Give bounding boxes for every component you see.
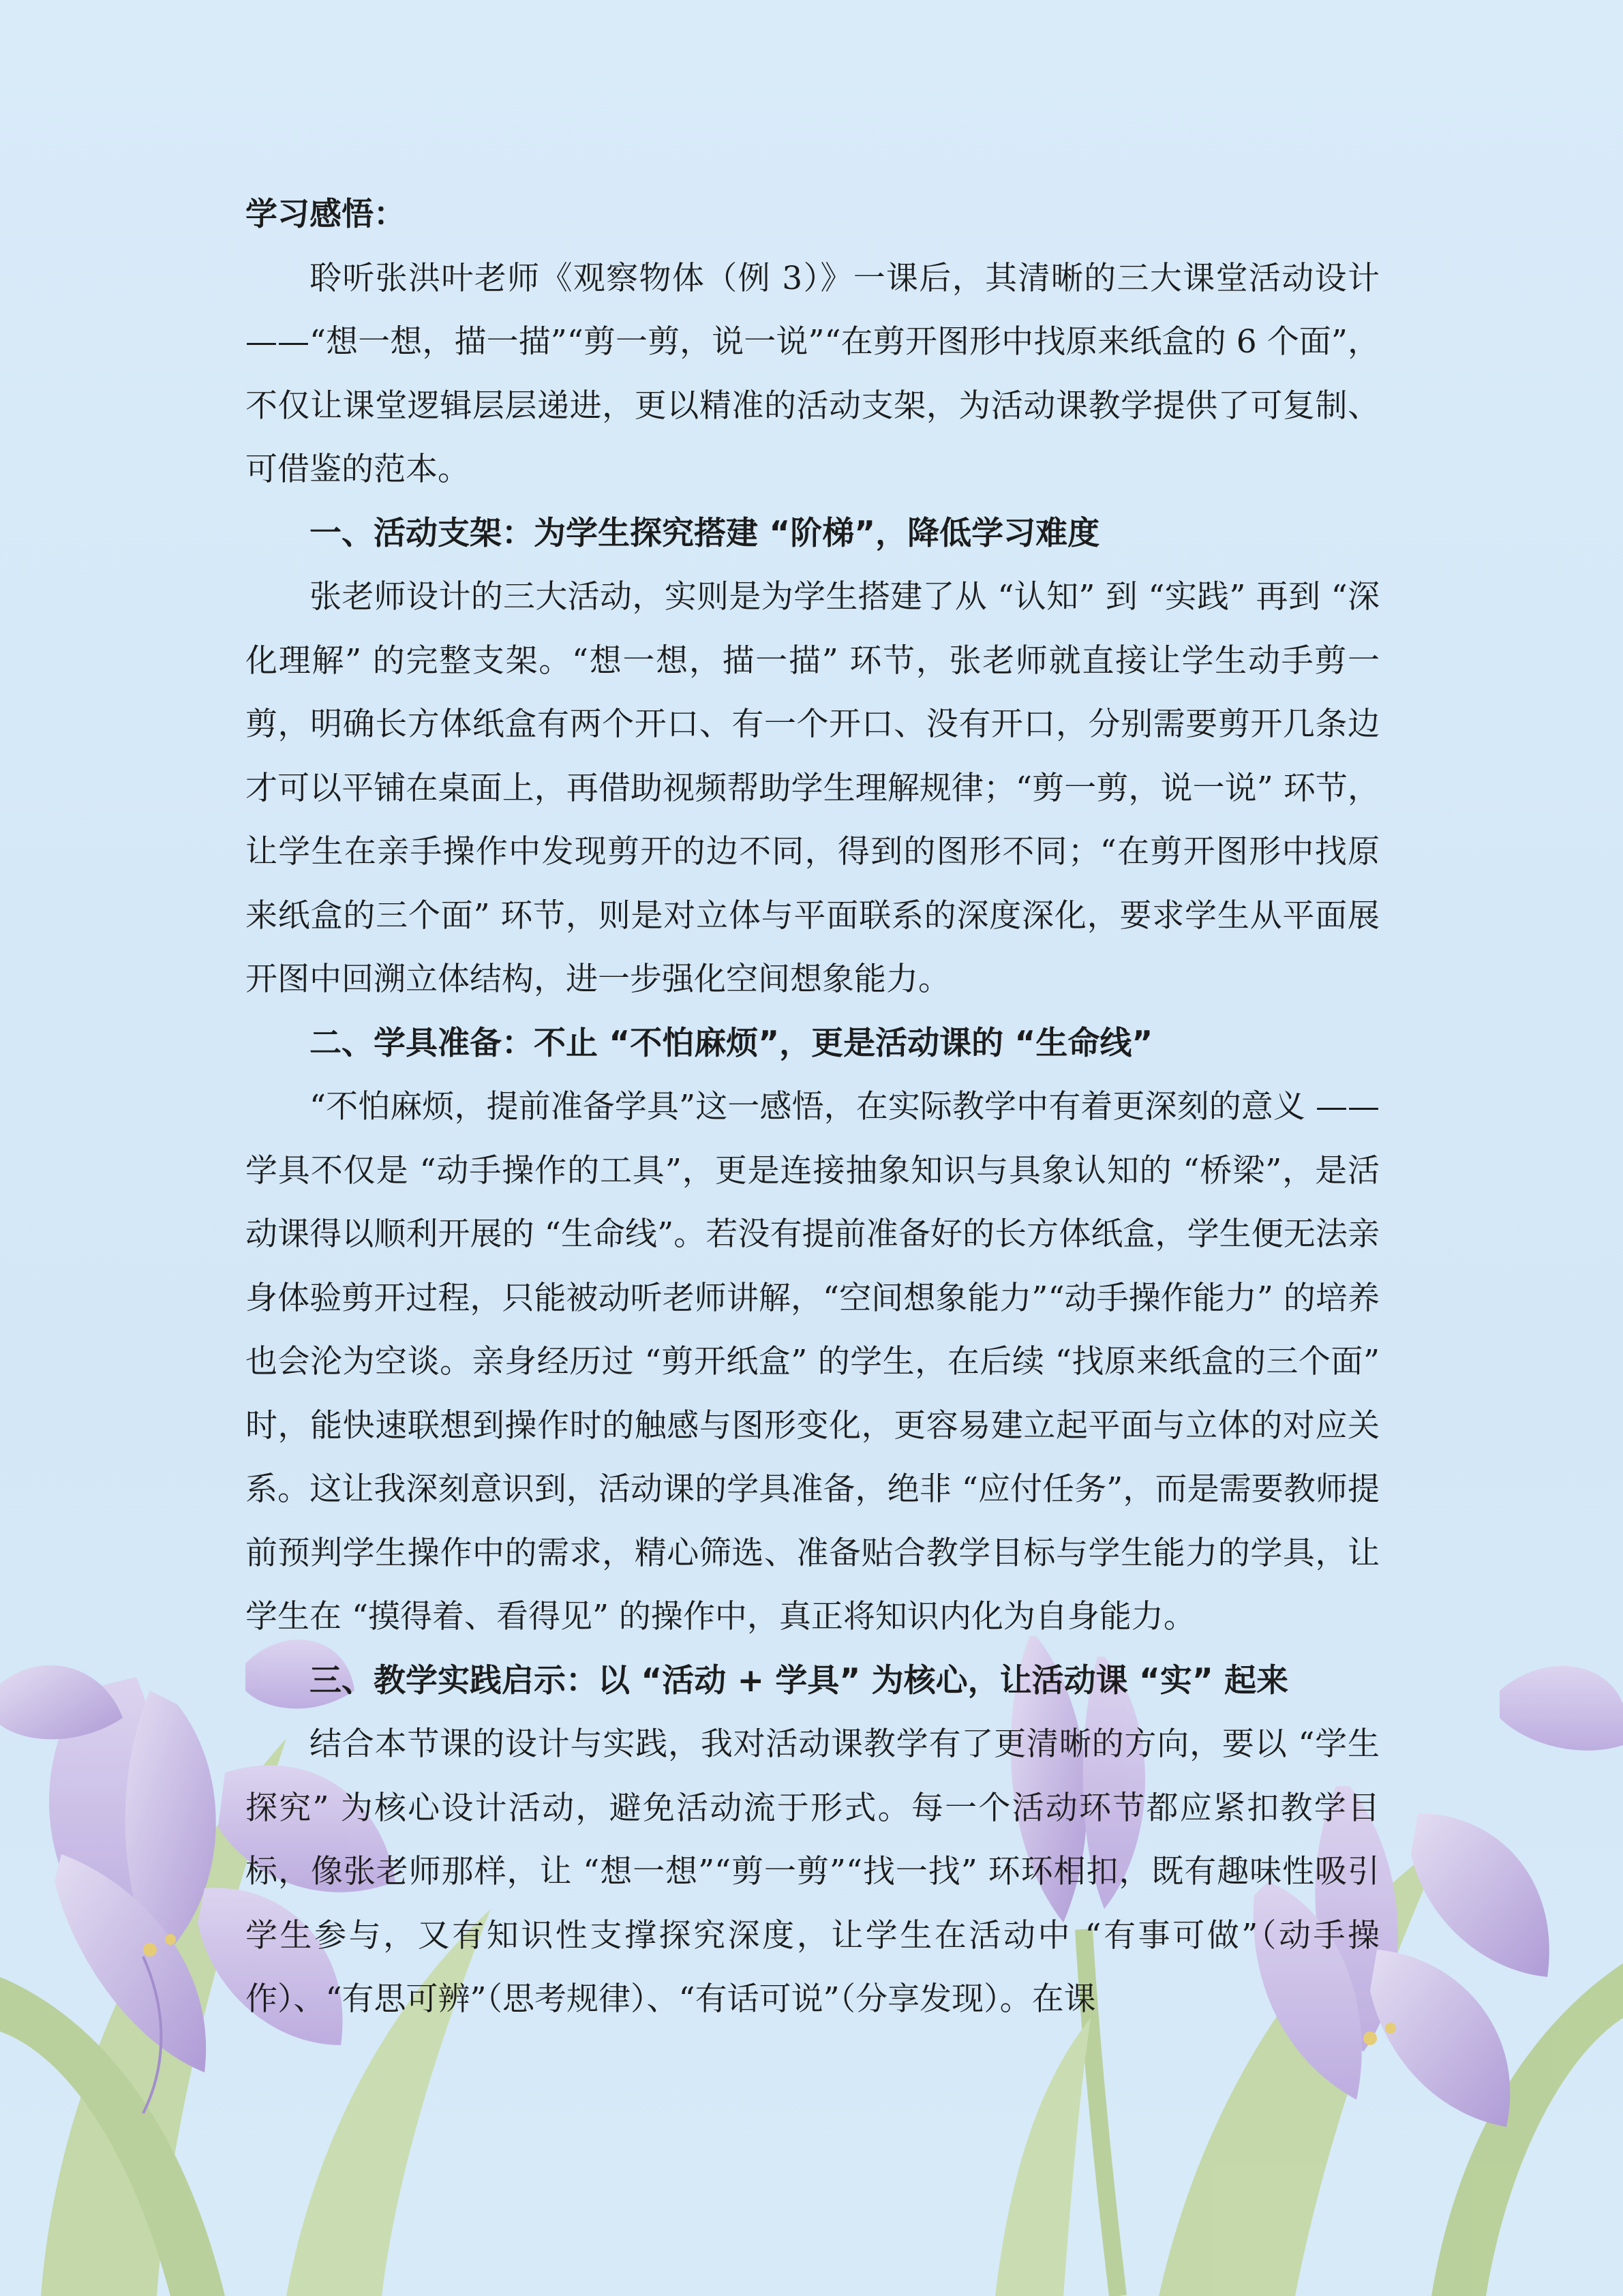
section-2-paragraph: “不怕麻烦，提前准备学具”这一感悟，在实际教学中有着更深刻的意义 —— 学具不仅是 “动手操作的工具”，更是连接抽象知识与具象认知的 “桥梁”，是活动课得以顺利开展的 “生命线”。若没有提前准备好的长方体纸盒，学生便无法亲身体验剪开过程，只能被动听老师讲解，“空间想象能力”“动手操作能力” 的培养也会沦为空谈。亲身经历过 “剪开纸盒” 的学生，在后续 “找原来纸盒的三个面” 时，能快速联想到操作时的触感与图形变化，更容易建立起平面与立体的对应关系。这让我深刻意识到，活动课的学具准备，绝非 “应付任务”，而是需要教师提前预判学生操作中的需求，精心筛选、准备贴合教学目标与学生能力的学具，让学生在 “摸得着、看得见” 的操作中，真正将知识内化为自身能力。 [245,1088,1380,1635]
section-3-heading: 三、教学实践启示：以 “活动 + 学具” 为核心，让活动课 “实” 起来 [309,1661,1289,1700]
section-2-heading: 二、学具准备：不止 “不怕麻烦”，更是活动课的 “生命线” [309,1024,1153,1062]
intro-paragraph: 聆听张洪叶老师《观察物体（例 3）》一课后，其清晰的三大课堂活动设计——“想一想，描一描”“剪一剪，说一说”“在剪开图形中找原来纸盒的 6 个面”，不仅让课堂逻辑层层递进，更以精准的活动支架，为活动课教学提供了可复制、可借鉴的范本。 [245,259,1380,488]
section-1-heading: 一、活动支架：为学生探究搭建 “阶梯”，降低学习难度 [309,514,1100,552]
section-1-paragraph: 张老师设计的三大活动，实则是为学生搭建了从 “认知” 到 “实践” 再到 “深化理解” 的完整支架。“想一想，描一描” 环节，张老师就直接让学生动手剪一剪，明确长方体纸盒有两个开口、有一个开口、没有开口，分别需要剪开几条边才可以平铺在桌面上，再借助视频帮助学生理解规律；“剪一剪，说一说” 环节，让学生在亲手操作中发现剪开的边不同，得到的图形不同；“在剪开图形中找原来纸盒的三个面” 环节，则是对立体与平面联系的深度深化，要求学生从平面展开图中回溯立体结构，进一步强化空间想象能力。 [245,578,1380,998]
document-text [245,183,1380,2031]
section-3-paragraph: 结合本节课的设计与实践，我对活动课教学有了更清晰的方向，要以 “学生探究” 为核心设计活动，避免活动流于形式。每一个活动环节都应紧扣教学目标，像张老师那样，让 “想一想”“剪一剪”“找一找” 环环相扣，既有趣味性吸引学生参与，又有知识性支撑探究深度，让学生在活动中 “有事可做”（动手操作）、“有思可辨”（思考规律）、“有话可说”（分享发现）。在课 [245,1725,1380,2018]
document-title: 学习感悟： [245,196,406,233]
